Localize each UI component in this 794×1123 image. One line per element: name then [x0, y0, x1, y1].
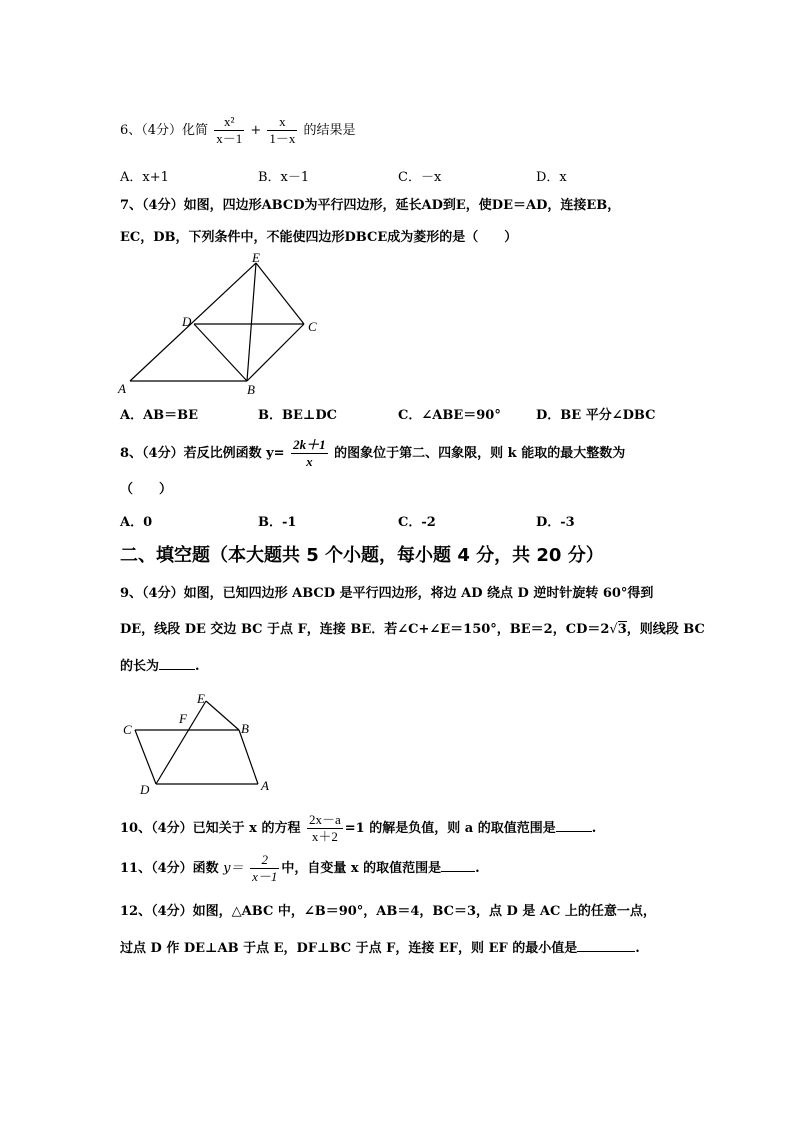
sqrt-symbol: √: [609, 622, 618, 637]
q8-prefix: 8、（4分）若反比例函数 y=: [120, 446, 285, 461]
q9-line3-end: .: [195, 659, 200, 674]
q7-line2: EC，DB，下列条件中，不能使四边形DBCE成为菱形的是（ ）: [120, 230, 518, 245]
q7-seg-eb: [247, 263, 256, 381]
q6-option-d[interactable]: D．x: [536, 170, 567, 185]
q10-stem: [120, 812, 596, 845]
q11-y-equals: y＝: [223, 861, 244, 876]
q6-prefix: 6、（4分）化简: [120, 123, 209, 138]
q9-line2: [120, 620, 705, 640]
q7-parallelogram-figure: [110, 250, 340, 400]
q9-label-f: F: [179, 711, 187, 726]
q10-suffix: =1 的解是负值，则 a 的取值范围是: [344, 821, 556, 836]
q7-seg-ec: [256, 263, 304, 324]
q6-frac2-num: x: [267, 114, 297, 131]
section-title-fill-in: 二、填空题（本大题共 5 个小题，每小题 4 分，共 20 分）: [120, 545, 604, 566]
q11-stem: [120, 852, 480, 885]
q9-line3: [120, 657, 200, 677]
q7-seg-db: [194, 324, 247, 381]
q6-frac1-num: x²: [214, 114, 244, 131]
q9-label-c: C: [123, 722, 132, 737]
q9-parallelogram-figure: [118, 688, 278, 798]
q7-option-b[interactable]: B．BE⊥DC: [258, 408, 337, 423]
q12-answer-blank[interactable]: [577, 951, 635, 952]
q6-option-b[interactable]: B．x－1: [258, 170, 310, 185]
q8-option-c[interactable]: C．-2: [398, 515, 436, 530]
q9-seg-ba: [239, 730, 258, 784]
q7-label-e: E: [252, 250, 260, 265]
q6-suffix: 的结果是: [303, 123, 356, 138]
q8-frac-num: 2k＋1: [293, 437, 326, 452]
q10-end: .: [591, 821, 597, 836]
q9-label-d: D: [140, 782, 150, 797]
q11-prefix: 11、（4分）函数: [120, 861, 219, 876]
q8-option-b[interactable]: B．-1: [258, 515, 297, 530]
q9-line1: 9、（4分）如图，已知四边形 ABCD 是平行四边形，将边 AD 绕点 D 逆时针旋转 60°得到: [120, 586, 654, 601]
q8-frac-den: x: [306, 454, 313, 469]
q8-suffix: 的图象位于第二、四象限，则 k 能取的最大整数为: [334, 446, 626, 461]
q7-label-a: A: [118, 381, 126, 396]
q8-answer-paren: （ ）: [120, 482, 173, 497]
q7-option-a[interactable]: A．AB＝BE: [120, 408, 199, 423]
q9-label-e: E: [197, 691, 205, 706]
q7-label-b: B: [247, 382, 255, 397]
q6-frac1-den: x－1: [216, 131, 243, 146]
q10-answer-blank[interactable]: [556, 831, 592, 832]
q7-seg-ae: [130, 263, 256, 381]
q6-fraction-2: [267, 114, 297, 147]
q8-option-a[interactable]: A．0: [120, 515, 153, 530]
q6-plus: +: [250, 123, 262, 138]
q8-option-d[interactable]: D．-3: [536, 515, 575, 530]
q11-frac-den: x－1: [252, 869, 278, 884]
q12-line2-text: 过点 D 作 DE⊥AB 于点 E，DF⊥BC 于点 F，连接 EF，则 EF 的最小值是: [120, 941, 578, 956]
q9-answer-blank[interactable]: [159, 669, 195, 670]
q7-option-c[interactable]: C．∠ABE＝90°: [398, 408, 501, 423]
q6-option-c[interactable]: C．－x: [398, 170, 442, 185]
q9-label-b: B: [241, 721, 249, 736]
q11-suffix: 中，自变量 x 的取值范围是: [281, 861, 442, 876]
q6-stem: [120, 114, 356, 147]
q12-line2: [120, 939, 640, 959]
q10-prefix: 10、（4分）已知关于 x 的方程: [120, 821, 301, 836]
q12-line1: 12、（4分）如图，△ABC 中，∠B＝90°，AB＝4，BC＝3，点 D 是 AC 上的任意一点，: [120, 904, 656, 919]
q7-line1: 7、（4分）如图，四边形ABCD为平行四边形，延长AD到E，使DE＝AD，连接EB，: [120, 198, 621, 213]
q10-fraction: [307, 812, 343, 845]
q9-seg-eb: [206, 701, 239, 730]
q9-seg-cd: [135, 730, 156, 784]
q6-frac2-den: 1－x: [269, 131, 296, 146]
q7-seg-bc: [247, 324, 304, 381]
q7-label-c: C: [308, 319, 317, 334]
q11-fraction: [250, 852, 279, 885]
q9-line2a: DE，线段 DE 交边 BC 于点 F，连接 BE．若∠C+∠E＝150°，BE＝2，CD＝2: [120, 622, 610, 637]
q11-frac-num: 2: [250, 852, 279, 869]
q10-frac-den: x＋2: [311, 829, 338, 844]
q12-end: .: [635, 941, 640, 956]
q9-sqrt-radicand: 3: [617, 622, 627, 637]
q7-label-d: D: [182, 314, 192, 329]
q9-label-a: A: [261, 778, 269, 793]
q7-option-d[interactable]: D．BE 平分∠DBC: [536, 408, 656, 423]
q6-fraction-1: [214, 114, 244, 147]
q10-frac-num: 2x－a: [308, 812, 341, 827]
q8-fraction: [291, 437, 328, 470]
q6-option-a[interactable]: A．x+1: [120, 170, 169, 185]
q8-stem: [120, 437, 625, 470]
q9-line3-text: 的长为: [120, 659, 160, 674]
q9-line2b: ，则线段 BC: [626, 622, 705, 637]
q11-answer-blank[interactable]: [441, 871, 475, 872]
q11-end: .: [475, 861, 480, 876]
